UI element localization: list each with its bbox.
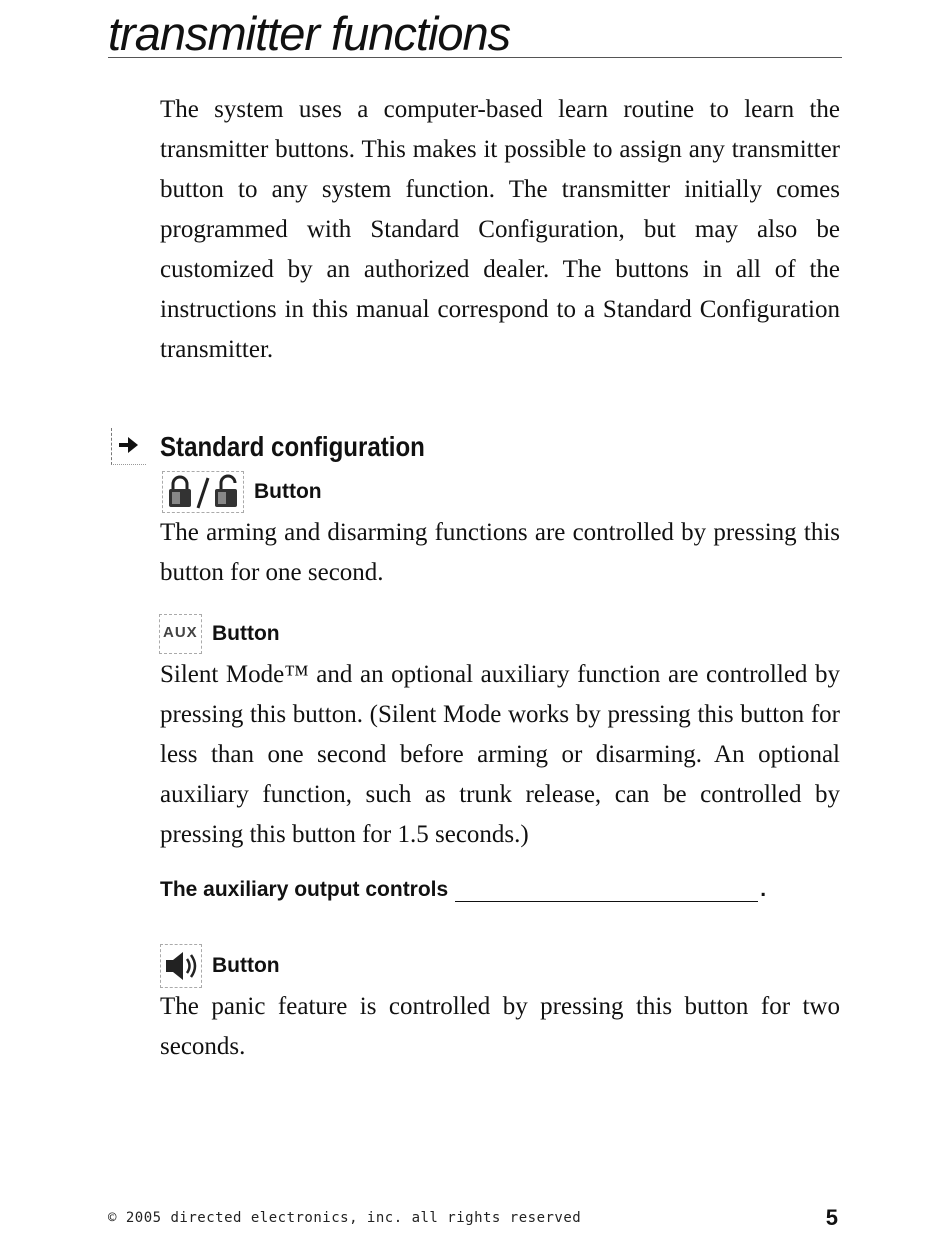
intro-paragraph: The system uses a computer-based learn routine to learn the transmitter buttons. This makes it possible to assign any transmitter button to any system function. The transmitter initially comes programmed with Standard Configuration, but may also be customized by an authorized dealer. The buttons in all of the instructions in this manual correspond to a Standard Configuration transmitter.: [160, 96, 840, 363]
button-row-panic: [160, 944, 280, 988]
arrow-right-icon: [117, 435, 139, 455]
page-title-area: [108, 6, 842, 62]
section-marker: [111, 428, 146, 465]
button-row-lock-unlock: [162, 471, 322, 513]
aux-icon-text: AUX: [163, 624, 198, 641]
aux-output-blank: [455, 879, 758, 902]
title-underline: [108, 57, 842, 58]
panic-description: The panic feature is controlled by pressing this button for two seconds.: [160, 993, 840, 1060]
footer-copyright: © 2005 directed electronics, inc. all rights reserved: [108, 1210, 582, 1226]
aux-output-label: The auxiliary output controls: [160, 878, 449, 901]
aux-description: Silent Mode™ and an optional auxiliary function are controlled by pressing this button. (Silent Mode works by pressing this button for less than one second before arming or disarming. An optional auxiliary function, such as trunk release, can be controlled by pressing this button for 1.5 seconds.): [160, 661, 840, 848]
aux-button-label: Button: [212, 622, 280, 645]
page-number: 5: [825, 1205, 838, 1230]
section-heading: Standard configuration: [160, 431, 425, 462]
button-row-aux: [159, 614, 280, 654]
aux-output-period: .: [760, 878, 767, 901]
siren-speaker-icon: [160, 944, 202, 988]
panic-button-label: Button: [212, 954, 280, 977]
lock-unlock-description: The arming and disarming functions are controlled by pressing this button for one second.: [160, 519, 840, 586]
aux-icon: [159, 614, 202, 654]
page-title: transmitter functions: [108, 7, 511, 60]
lock-unlock-button-label: Button: [254, 480, 322, 503]
lock-unlock-icon: [162, 471, 244, 513]
aux-output-line: [160, 878, 766, 902]
